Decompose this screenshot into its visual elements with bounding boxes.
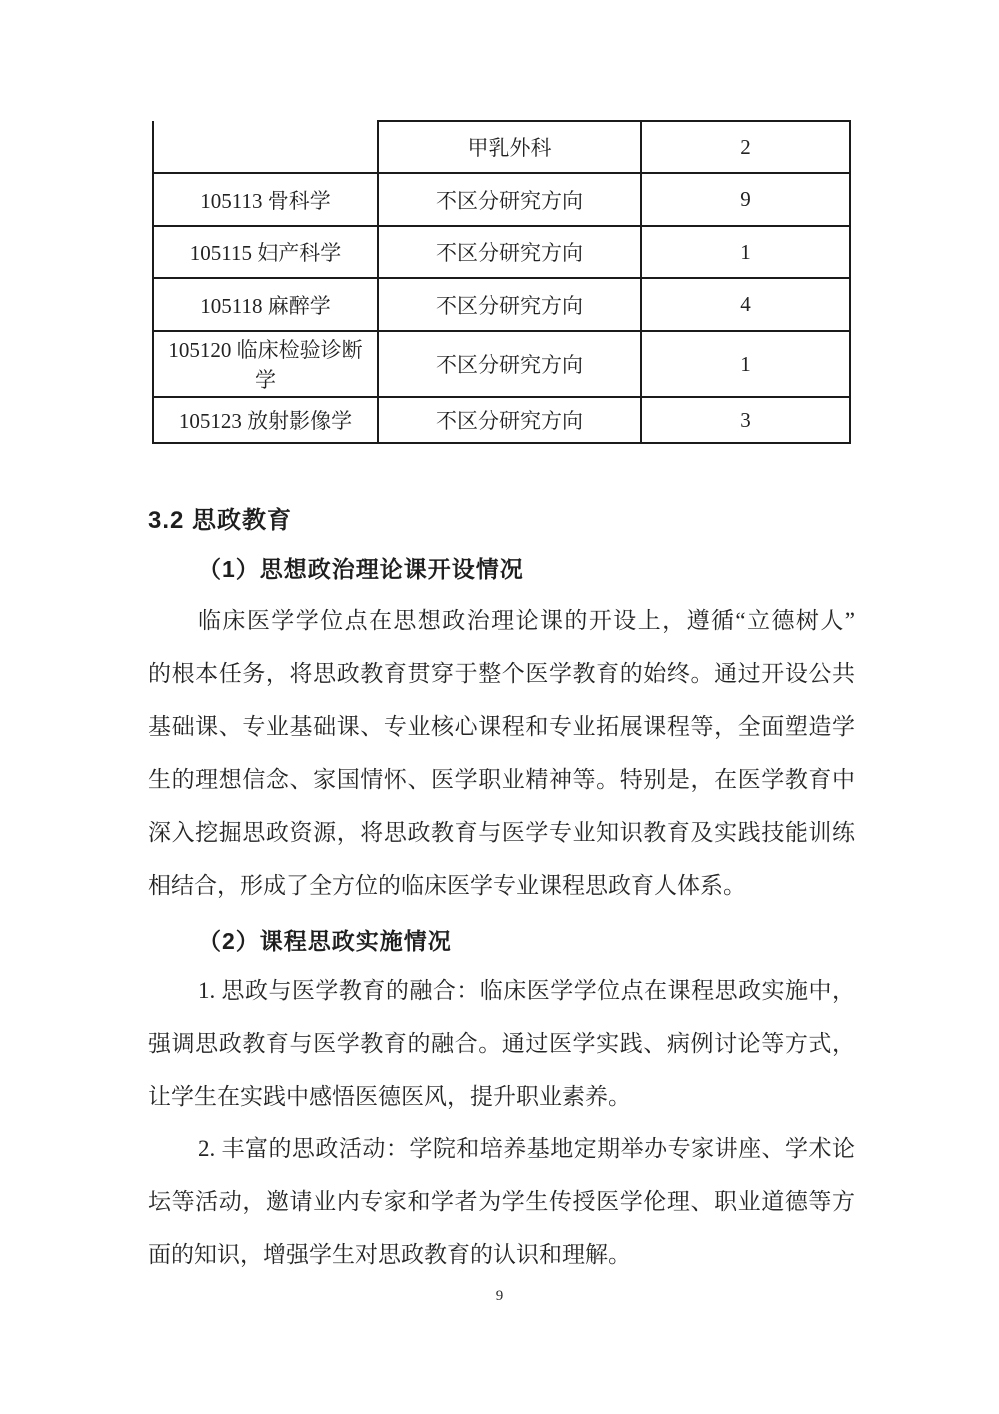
table-row — [153, 278, 850, 331]
paragraph-line: 坛等活动，邀请业内专家和学者为学生传授医学伦理、职业道德等方 — [148, 1189, 855, 1214]
paragraph-line: 基础课、专业基础课、专业核心课程和专业拓展课程等，全面塑造学 — [148, 714, 855, 739]
table-cell-specialty: 105118 麻醉学 — [153, 278, 378, 331]
paragraph-line: 临床医学学位点在思想政治理论课的开设上，遵循“立德树人” — [198, 608, 855, 633]
table-cell-count: 1 — [641, 226, 850, 278]
table-cell-specialty: 105113 骨科学 — [153, 173, 378, 226]
table-row — [153, 331, 850, 397]
table-row — [153, 121, 850, 173]
table-cell-direction: 不区分研究方向 — [378, 173, 641, 226]
table-cell-count: 4 — [641, 278, 850, 331]
table-row — [153, 226, 850, 278]
table-row — [153, 397, 850, 443]
table-cell-direction: 不区分研究方向 — [378, 397, 641, 443]
table-cell-specialty: 105120 临床检验诊断学 — [153, 331, 378, 397]
enrollment-directions-table — [152, 120, 851, 444]
table-row — [153, 173, 850, 226]
table-cell-direction: 不区分研究方向 — [378, 278, 641, 331]
table-cell-direction: 不区分研究方向 — [378, 226, 641, 278]
paragraph-line: 让学生在实践中感悟医德医风，提升职业素养。 — [148, 1084, 631, 1109]
paragraph-line: 2. 丰富的思政活动：学院和培养基地定期举办专家讲座、学术论 — [198, 1136, 855, 1161]
page-number: 9 — [495, 1288, 504, 1304]
table-cell-count: 9 — [641, 173, 850, 226]
table-cell-specialty — [153, 121, 378, 173]
paragraph-line: 的根本任务，将思政教育贯穿于整个医学教育的始终。通过开设公共 — [148, 661, 855, 686]
paragraph-line: 生的理想信念、家国情怀、医学职业精神等。特别是，在医学教育中 — [148, 767, 855, 792]
section-heading-3-2: 3.2 思政教育 — [148, 507, 293, 534]
table-cell-direction: 甲乳外科 — [378, 121, 641, 173]
paragraph-line: 相结合，形成了全方位的临床医学专业课程思政育人体系。 — [148, 873, 746, 898]
paragraph-line: 1. 思政与医学教育的融合：临床医学学位点在课程思政实施中， — [198, 978, 855, 1003]
subsection-1-heading: （1）思想政治理论课开设情况 — [198, 556, 524, 582]
table-cell-count: 2 — [641, 121, 850, 173]
paragraph-3 — [148, 1122, 855, 1281]
paragraph-2 — [148, 964, 855, 1123]
paragraph-line: 深入挖掘思政资源，将思政教育与医学专业知识教育及实践技能训练 — [148, 820, 855, 845]
table-cell-direction: 不区分研究方向 — [378, 331, 641, 397]
table-cell-count: 3 — [641, 397, 850, 443]
subsection-2-heading: （2）课程思政实施情况 — [198, 928, 452, 954]
paragraph-1 — [148, 594, 855, 912]
table-cell-count: 1 — [641, 331, 850, 397]
paragraph-line: 面的知识，增强学生对思政教育的认识和理解。 — [148, 1242, 631, 1267]
table-cell-specialty: 105123 放射影像学 — [153, 397, 378, 443]
paragraph-line: 强调思政教育与医学教育的融合。通过医学实践、病例讨论等方式， — [148, 1031, 855, 1056]
table-cell-specialty: 105115 妇产科学 — [153, 226, 378, 278]
